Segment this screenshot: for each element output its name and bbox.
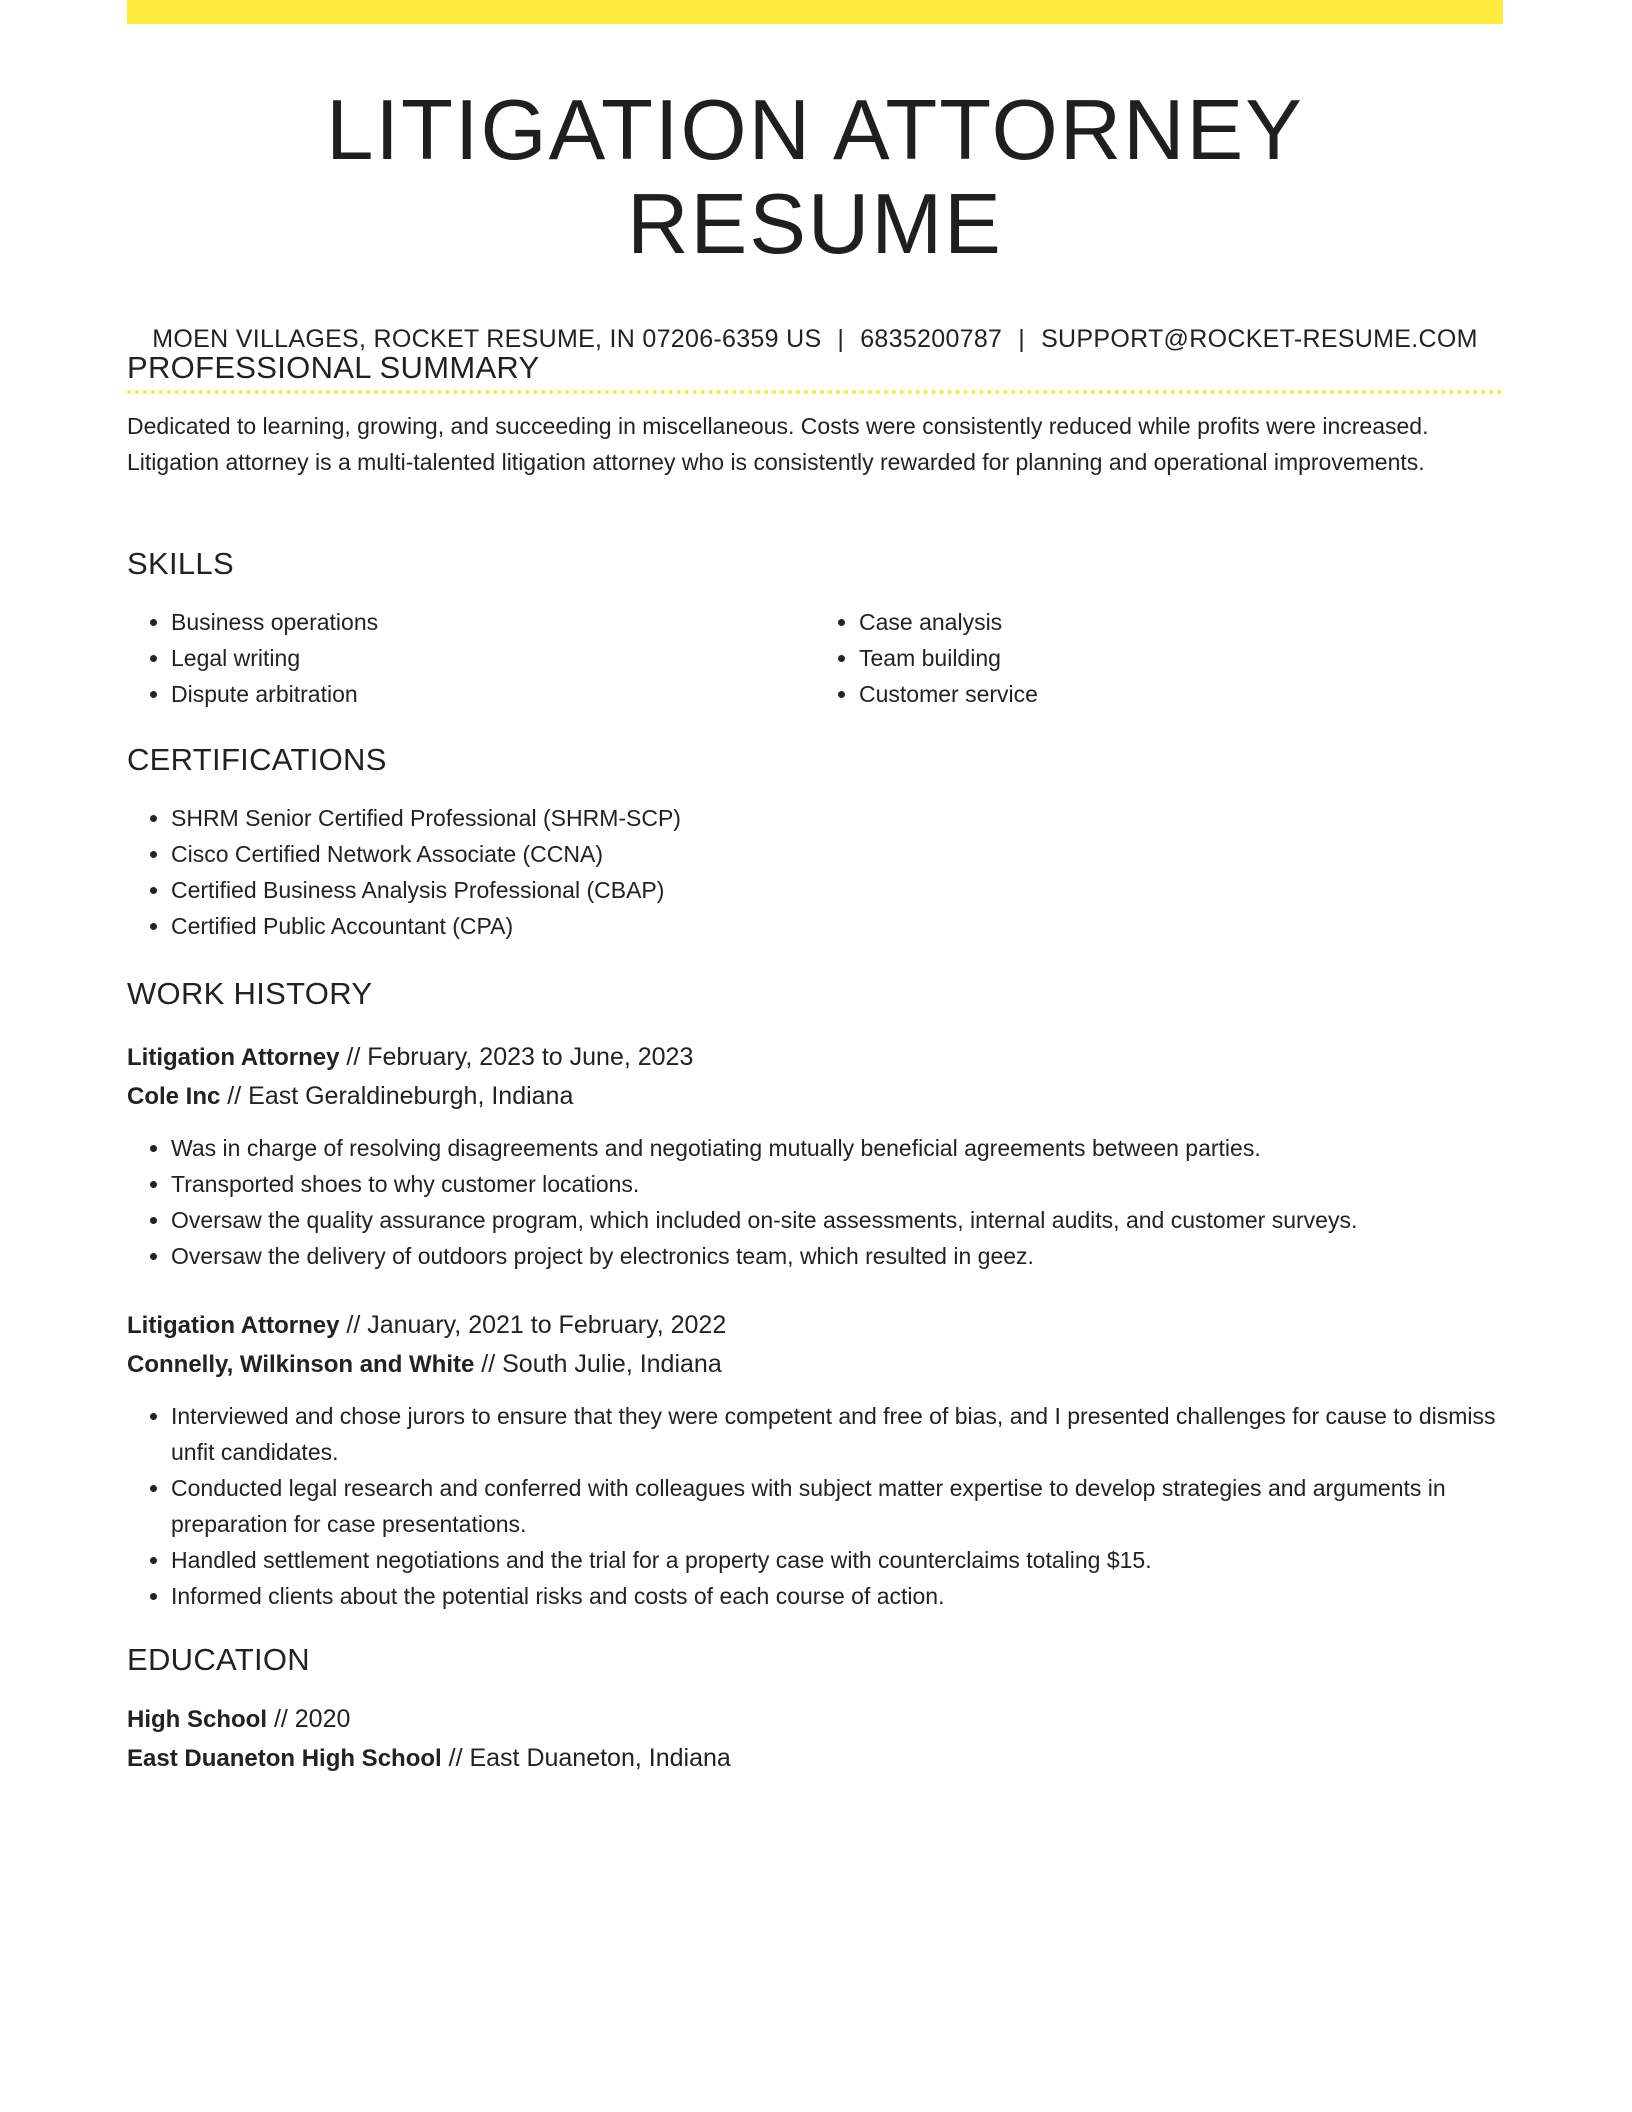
section-title-skills: SKILLS [127, 546, 234, 581]
job-location: // East Geraldineburgh, Indiana [220, 1082, 574, 1110]
list-item: • Certified Business Analysis Professional (CBAP) [171, 872, 1503, 908]
job-title: Litigation Attorney [127, 1044, 340, 1071]
job-company: Cole Inc [127, 1083, 221, 1110]
list-item: • Dispute arbitration [171, 676, 815, 712]
contact-separator: | [837, 325, 845, 353]
resume-page [127, 0, 1503, 1772]
list-item: • Legal writing [171, 640, 815, 676]
skills-list-left [127, 604, 815, 712]
list-item: • Was in charge of resolving disagreements and negotiating mutually beneficial agreements between parties. [171, 1130, 1503, 1166]
education-school: East Duaneton High School [127, 1745, 442, 1772]
job-company-line [127, 1345, 1503, 1384]
job-dates: // February, 2023 to June, 2023 [339, 1043, 694, 1071]
list-item: • Case analysis [859, 604, 1503, 640]
skills-list-right [815, 604, 1503, 712]
list-item: • Transported shoes to why customer locations. [171, 1166, 1503, 1202]
job-entry [127, 1306, 1503, 1614]
list-item: • Informed clients about the potential risks and costs of each course of action. [171, 1578, 1503, 1614]
skills-section [127, 546, 1503, 712]
job-bullets [127, 1130, 1503, 1274]
job-title: Litigation Attorney [127, 1312, 340, 1339]
education-degree: High School [127, 1706, 267, 1733]
section-title-work-history: WORK HISTORY [127, 976, 373, 1011]
education-year: // 2020 [267, 1705, 351, 1733]
list-item: • Customer service [859, 676, 1503, 712]
skills-columns [127, 604, 1503, 712]
job-company-line [127, 1077, 1503, 1116]
education-location: // East Duaneton, Indiana [441, 1744, 731, 1772]
education-school-line [127, 1739, 1503, 1778]
section-title-education: EDUCATION [127, 1642, 310, 1677]
list-item: • Team building [859, 640, 1503, 676]
section-title-summary: PROFESSIONAL SUMMARY [127, 350, 540, 385]
list-item: • Oversaw the quality assurance program, which included on-site assessments, internal audits, and customer surveys. [171, 1202, 1503, 1238]
list-item: • Conducted legal research and conferred with colleagues with subject matter expertise to develop strategies and arguments in preparation for case presentations. [171, 1470, 1503, 1542]
certifications-list [127, 800, 1503, 944]
contact-address: MOEN VILLAGES, ROCKET RESUME, IN 07206-6359 US [152, 325, 822, 353]
education-section [127, 1642, 1503, 1778]
job-title-line [127, 1306, 1503, 1345]
contact-email: SUPPORT@ROCKET-RESUME.COM [1041, 325, 1478, 353]
job-dates: // January, 2021 to February, 2022 [339, 1311, 727, 1339]
job-company: Connelly, Wilkinson and White [127, 1351, 475, 1378]
resume-title: LITIGATION ATTORNEY RESUME [326, 83, 1304, 272]
list-item: • Interviewed and chose jurors to ensure that they were competent and free of bias, and I presented challenges for cause to dismiss unfit candidates. [171, 1398, 1503, 1470]
list-item: • Business operations [171, 604, 815, 640]
list-item: • SHRM Senior Certified Professional (SHRM-SCP) [171, 800, 1503, 836]
summary-text: Dedicated to learning, growing, and succeeding in miscellaneous. Costs were consistently reduced while profits were increased. Litigation attorney is a multi-talented litigation attorney who is consistently rewarded for planning and operational improvements. [127, 413, 1429, 475]
contact-separator: | [1018, 325, 1026, 353]
job-location: // South Julie, Indiana [474, 1350, 722, 1378]
job-bullets [127, 1398, 1503, 1614]
job-entry [127, 1038, 1503, 1274]
list-item: • Cisco Certified Network Associate (CCNA) [171, 836, 1503, 872]
list-item: • Handled settlement negotiations and the trial for a property case with counterclaims totaling $15. [171, 1542, 1503, 1578]
top-accent-bar [127, 0, 1503, 24]
job-title-line [127, 1038, 1503, 1077]
education-degree-line [127, 1700, 1503, 1739]
work-history-section [127, 976, 1503, 1012]
certifications-section [127, 742, 1503, 944]
list-item: • Oversaw the delivery of outdoors project by electronics team, which resulted in geez. [171, 1238, 1503, 1274]
summary-section [127, 350, 1503, 480]
contact-phone: 6835200787 [860, 325, 1003, 353]
list-item: • Certified Public Accountant (CPA) [171, 908, 1503, 944]
education-entry [127, 1700, 1503, 1778]
section-title-certifications: CERTIFICATIONS [127, 742, 387, 777]
